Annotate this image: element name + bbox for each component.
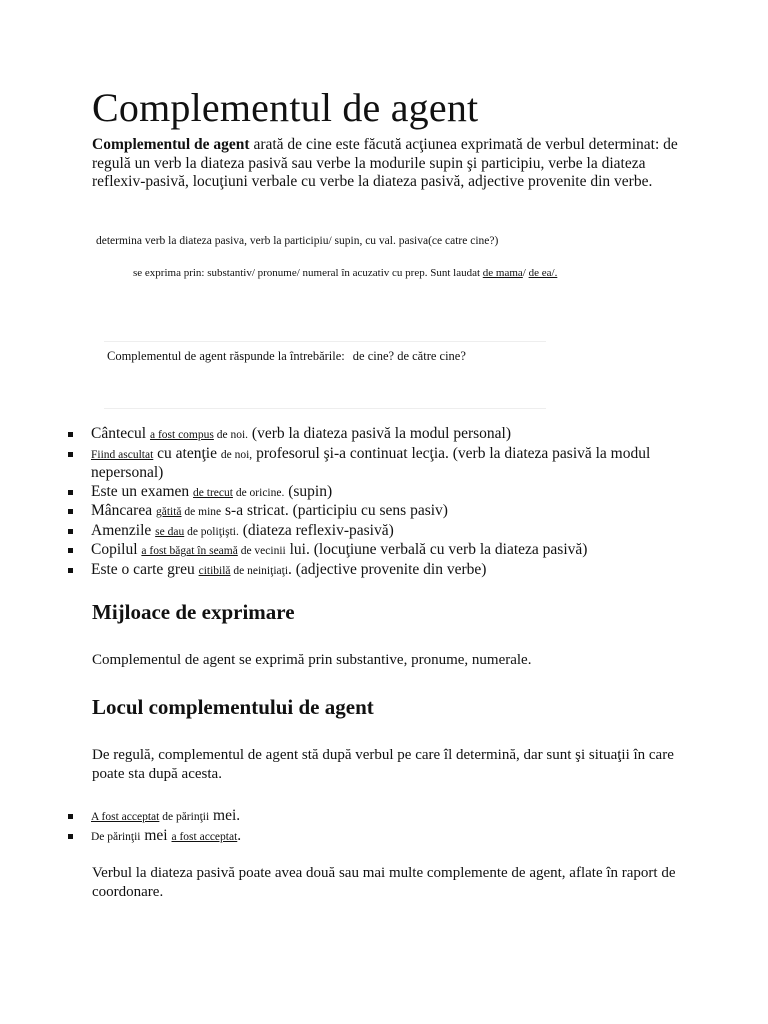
bullet-icon bbox=[68, 548, 73, 553]
note-separator: / bbox=[522, 267, 529, 279]
bullet-icon bbox=[68, 834, 73, 839]
intro-term: Complementul de agent bbox=[92, 136, 250, 153]
agent-phrase: De părinţii bbox=[91, 830, 141, 843]
section-text-mijloace: Complementul de agent se exprimă prin substantive, pronume, numerale. bbox=[92, 652, 532, 668]
bullet-icon bbox=[68, 814, 73, 819]
list-item: Cântecul a fost compus de noi. (verb la diateza pasivă la modul personal) bbox=[68, 425, 688, 445]
underlined-verb: Fiind ascultat bbox=[91, 448, 154, 461]
examples-list-position bbox=[68, 807, 688, 846]
section-text-locul: De regulă, complementul de agent stă după verbul pe care îl determină, dar sunt şi situaţii în care poate sta după acesta. bbox=[92, 747, 674, 782]
question-line bbox=[107, 349, 466, 364]
list-item: Copilul a fost băgat în seamă de vecinii lui. (locuţiune verbală cu verb la diateza pasivă) bbox=[68, 541, 688, 561]
intro-definition: arată de cine este făcută acţiunea exprimată de verbul determinat: de regulă un verb la diateza pasivă sau verbe la modurile supin şi participiu, verbe la diateza reflexiv-pasivă, locuţiuni verbale cu verbe la diateza pasivă, adjective provenite din verbe. bbox=[92, 136, 678, 190]
section-heading-mijloace: Mijloace de exprimare bbox=[92, 600, 295, 624]
underlined-verb: se dau bbox=[155, 525, 185, 538]
underlined-verb: A fost acceptat bbox=[91, 811, 160, 823]
underlined-verb: gătită bbox=[155, 506, 182, 518]
list-item: Mâncarea gătită de mine s-a stricat. (participiu cu sens pasiv) bbox=[68, 502, 688, 522]
agent-phrase: de noi, bbox=[220, 448, 253, 461]
list-item: Fiind ascultat cu atenţie de noi, profesorul şi-a continuat lecţia. (verb la diateza pasivă la modul nepersonal) bbox=[68, 445, 688, 483]
example-link-de-mama: de mama bbox=[482, 267, 523, 279]
underlined-verb: de trecut bbox=[193, 486, 233, 499]
example-link-de-ea: de ea/. bbox=[528, 267, 558, 279]
question-values: de cine? de către cine? bbox=[352, 349, 466, 363]
list-item: A fost acceptat de părinţii mei. bbox=[68, 807, 688, 827]
bullet-icon bbox=[68, 432, 73, 437]
question-box bbox=[104, 341, 546, 409]
bullet-icon bbox=[68, 568, 73, 573]
list-item: De părinţii mei a fost acceptat. bbox=[68, 827, 688, 847]
agent-phrase: de oricine. bbox=[232, 486, 285, 499]
bullet-icon bbox=[68, 490, 73, 495]
list-item: Este o carte greu citibilă de neiniţiaţi. (adjective provenite din verbe) bbox=[68, 561, 688, 581]
agent-phrase: de noi. bbox=[213, 429, 249, 441]
underlined-verb: a fost acceptat bbox=[171, 830, 238, 843]
agent-phrase: de neiniţiaţi bbox=[230, 564, 289, 577]
page-title: Complementul de agent bbox=[92, 85, 479, 130]
note-exprimare bbox=[133, 267, 557, 279]
agent-phrase: de poliţişti. bbox=[184, 525, 239, 538]
bullet-icon bbox=[68, 509, 73, 514]
question-label: Complementul de agent răspunde la întrebările: bbox=[107, 349, 345, 363]
examples-list bbox=[68, 425, 688, 580]
note-determina: determina verb la diateza pasiva, verb la participiu/ supin, cu val. pasiva(ce catre cine?) bbox=[96, 235, 499, 247]
list-item: Amenzile se dau de poliţişti. (diateza reflexiv-pasivă) bbox=[68, 522, 688, 542]
bullet-icon bbox=[68, 452, 73, 457]
agent-phrase: de părinţii bbox=[159, 811, 210, 823]
underlined-verb: citibilă bbox=[198, 564, 231, 577]
note-exprimare-text: se exprima prin: substantiv/ pronume/ numeral în acuzativ cu prep. Sunt laudat bbox=[133, 267, 483, 279]
agent-phrase: de mine bbox=[181, 506, 222, 518]
list-item: Este un examen de trecut de oricine. (supin) bbox=[68, 483, 688, 503]
underlined-verb: a fost băgat în seamă bbox=[141, 545, 238, 557]
closing-paragraph: Verbul la diateza pasivă poate avea două sau mai multe complemente de agent, aflate în raport de coordonare. bbox=[92, 865, 676, 900]
intro-paragraph bbox=[92, 136, 682, 192]
bullet-icon bbox=[68, 529, 73, 534]
agent-phrase: de vecinii bbox=[237, 545, 286, 557]
underlined-verb: a fost compus bbox=[149, 429, 214, 441]
section-heading-locul: Locul complementului de agent bbox=[92, 695, 374, 719]
